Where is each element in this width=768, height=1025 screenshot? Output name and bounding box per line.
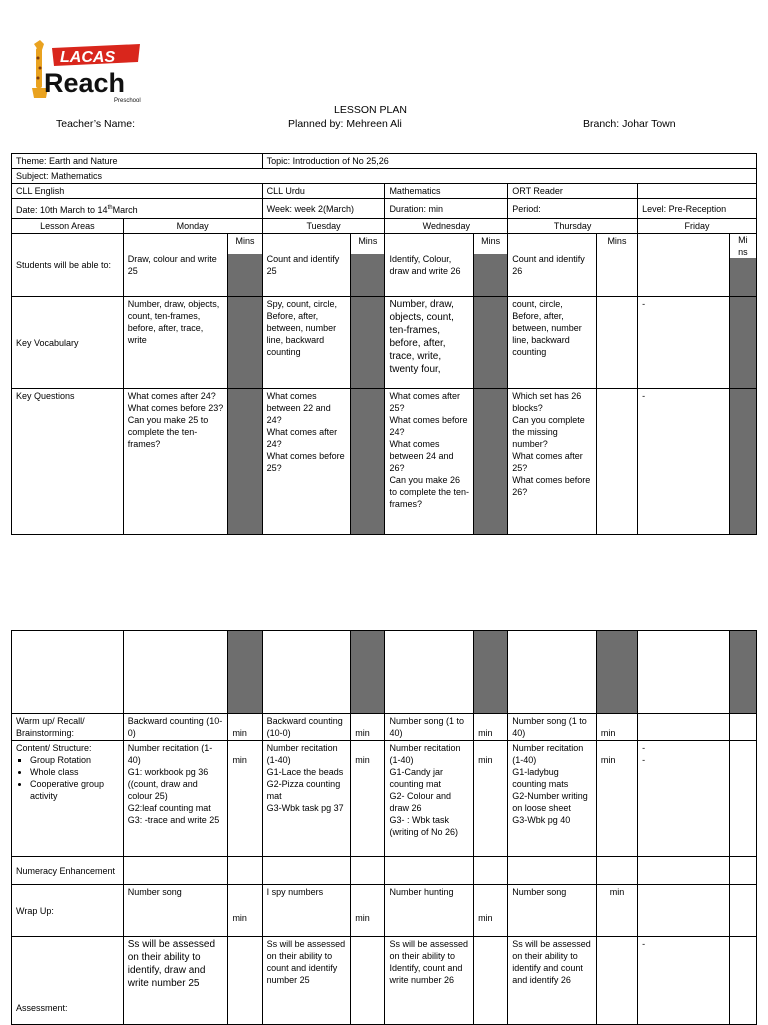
warmup-min-wed: min [474, 714, 508, 741]
questions-wed: What comes after 25? What comes before 24? What comes between 24 and 26? Can you make 26 to complete the ten-frames? [385, 389, 474, 535]
col-lesson-areas: Lesson Areas [12, 219, 124, 234]
content-thu: Number recitation (1-40) G1-ladybug counting mats G2-Number writing on loose sheet G3-Wbk pg 40 [508, 741, 597, 857]
mins-header-mon: Mins [228, 234, 262, 297]
warmup-min-mon: min [228, 714, 262, 741]
logo-top-text: LACAS [60, 49, 116, 66]
period: Period: [508, 199, 638, 219]
col-monday: Monday [123, 219, 262, 234]
wrapup-mon: Number song [123, 885, 228, 937]
assessment-wed: Ss will be assessed on their ability to Identify, count and write number 26 [385, 937, 474, 1025]
mathematics-label: Mathematics [385, 184, 508, 199]
mins-header-wed: Mins [474, 234, 508, 297]
vocab-fri: - [638, 297, 730, 389]
numeracy-label: Numeracy Enhancement [12, 857, 124, 885]
duration: Duration: min [385, 199, 508, 219]
assessment-fri: - [638, 937, 730, 1025]
wrapup-tue: I spy numbers [262, 885, 351, 937]
warmup-min-tue: min [351, 714, 385, 741]
col-thursday: Thursday [508, 219, 638, 234]
students-wed: Identify, Colour, draw and write 26 [385, 234, 474, 297]
ort-reader: ORT Reader [508, 184, 638, 199]
subject: Subject: Mathematics [12, 169, 757, 184]
students-thu: Count and identify 26 [508, 234, 597, 297]
warmup-label: Warm up/ Recall/ Brainstorming: [12, 714, 124, 741]
wrapup-thu: Number song [508, 885, 597, 937]
vocab-tue: Spy, count, circle, Before, after, between, number line, backward counting [262, 297, 351, 389]
assessment-tue: Ss will be assessed on their ability to count and identify number 25 [262, 937, 351, 1025]
school-logo [22, 36, 144, 106]
content-bullet-3: • Cooperative group activity [30, 778, 119, 802]
questions-mon: What comes after 24? What comes before 23? Can you make 25 to complete the ten-frames? [123, 389, 228, 535]
content-wed: Number recitation (1-40) G1-Candy jar counting mat G2- Colour and draw 26 G3- : Wbk task (writing of No 26) [385, 741, 474, 857]
wrapup-label: Wrap Up: [12, 885, 124, 937]
content-mon: Number recitation (1-40) G1: workbook pg 36 ((count, draw and colour 25) G2:leaf counting mat G3: -trace and write 25 [123, 741, 228, 857]
wrapup-min-wed: min [474, 885, 508, 937]
vocab-thu: count, circle, Before, after, between, number line, backward counting [508, 297, 597, 389]
lesson-plan-table-top [11, 153, 757, 535]
mins-header-tue: Mins [351, 234, 385, 297]
lesson-plan-table-bottom [11, 630, 757, 1025]
warmup-mon: Backward counting (10-0) [123, 714, 228, 741]
col-wednesday: Wednesday [385, 219, 508, 234]
content-tue: Number recitation (1-40) G1-Lace the beads G2-Pizza counting mat G3-Wbk task pg 37 [262, 741, 351, 857]
warmup-thu: Number song (1 to 40) [508, 714, 597, 741]
vocab-mon: Number, draw, objects, count, ten-frames, before, after, trace, write [123, 297, 228, 389]
wrapup-min-mon: min [228, 885, 262, 937]
vocab-label: Key Vocabulary [12, 297, 124, 389]
topic: Topic: Introduction of No 25,26 [262, 154, 756, 169]
col-tuesday: Tuesday [262, 219, 385, 234]
cll-urdu: CLL Urdu [262, 184, 385, 199]
level: Level: Pre-Reception [638, 199, 757, 219]
wrapup-min-tue: min [351, 885, 385, 937]
week: Week: week 2(March) [262, 199, 385, 219]
date-range: Date: 10th March to 14thMarch [12, 199, 263, 219]
warmup-min-thu: min [596, 714, 637, 741]
students-label: Students will be able to: [12, 234, 124, 297]
teacher-name: Teacher’s Name: [56, 118, 135, 130]
content-min-wed: min [474, 741, 508, 857]
wrapup-wed: Number hunting [385, 885, 474, 937]
theme: Theme: Earth and Nature [12, 154, 263, 169]
mins-header-thu: Mins [596, 234, 637, 297]
content-min-tue: min [351, 741, 385, 857]
logo-sub-text: Preschool [114, 98, 141, 104]
col-friday: Friday [638, 219, 757, 234]
warmup-tue: Backward counting (10-0) [262, 714, 351, 741]
branch: Branch: Johar Town [583, 118, 676, 130]
content-label: Content/ Structure: [16, 743, 92, 753]
planned-by: Planned by: Mehreen Ali [288, 118, 402, 130]
content-label-cell [12, 741, 124, 857]
vocab-wed: Number, draw, objects, count, ten-frames, before, after, trace, write, twenty four, [385, 297, 474, 389]
students-tue: Count and identify 25 [262, 234, 351, 297]
students-mon: Draw, colour and write 25 [123, 234, 228, 297]
questions-fri: - [638, 389, 730, 535]
cll-english: CLL English [12, 184, 263, 199]
logo-main-text: Reach [44, 68, 126, 98]
assessment-label: Assessment: [12, 937, 124, 1025]
questions-label: Key Questions [12, 389, 124, 535]
warmup-wed: Number song (1 to 40) [385, 714, 474, 741]
content-fri: - - [638, 741, 730, 857]
content-bullet-1: ▪ Group Rotation [30, 754, 119, 766]
content-min-thu: min [596, 741, 637, 857]
mins-header-fri: Mi ns [729, 234, 756, 297]
page-title: LESSON PLAN [334, 104, 407, 116]
content-min-mon: min [228, 741, 262, 857]
questions-thu: Which set has 26 blocks? Can you complete the missing number? What comes after 25? What comes before 26? [508, 389, 597, 535]
assessment-mon: Ss will be assessed on their ability to identify, draw and write number 25 [123, 937, 228, 1025]
questions-tue: What comes between 22 and 24? What comes after 24? What comes before 25? [262, 389, 351, 535]
wrapup-min-thu: min [596, 885, 637, 937]
content-bullet-2: • Whole class [30, 766, 119, 778]
assessment-thu: Ss will be assessed on their ability to identify and count and identify 26 [508, 937, 597, 1025]
